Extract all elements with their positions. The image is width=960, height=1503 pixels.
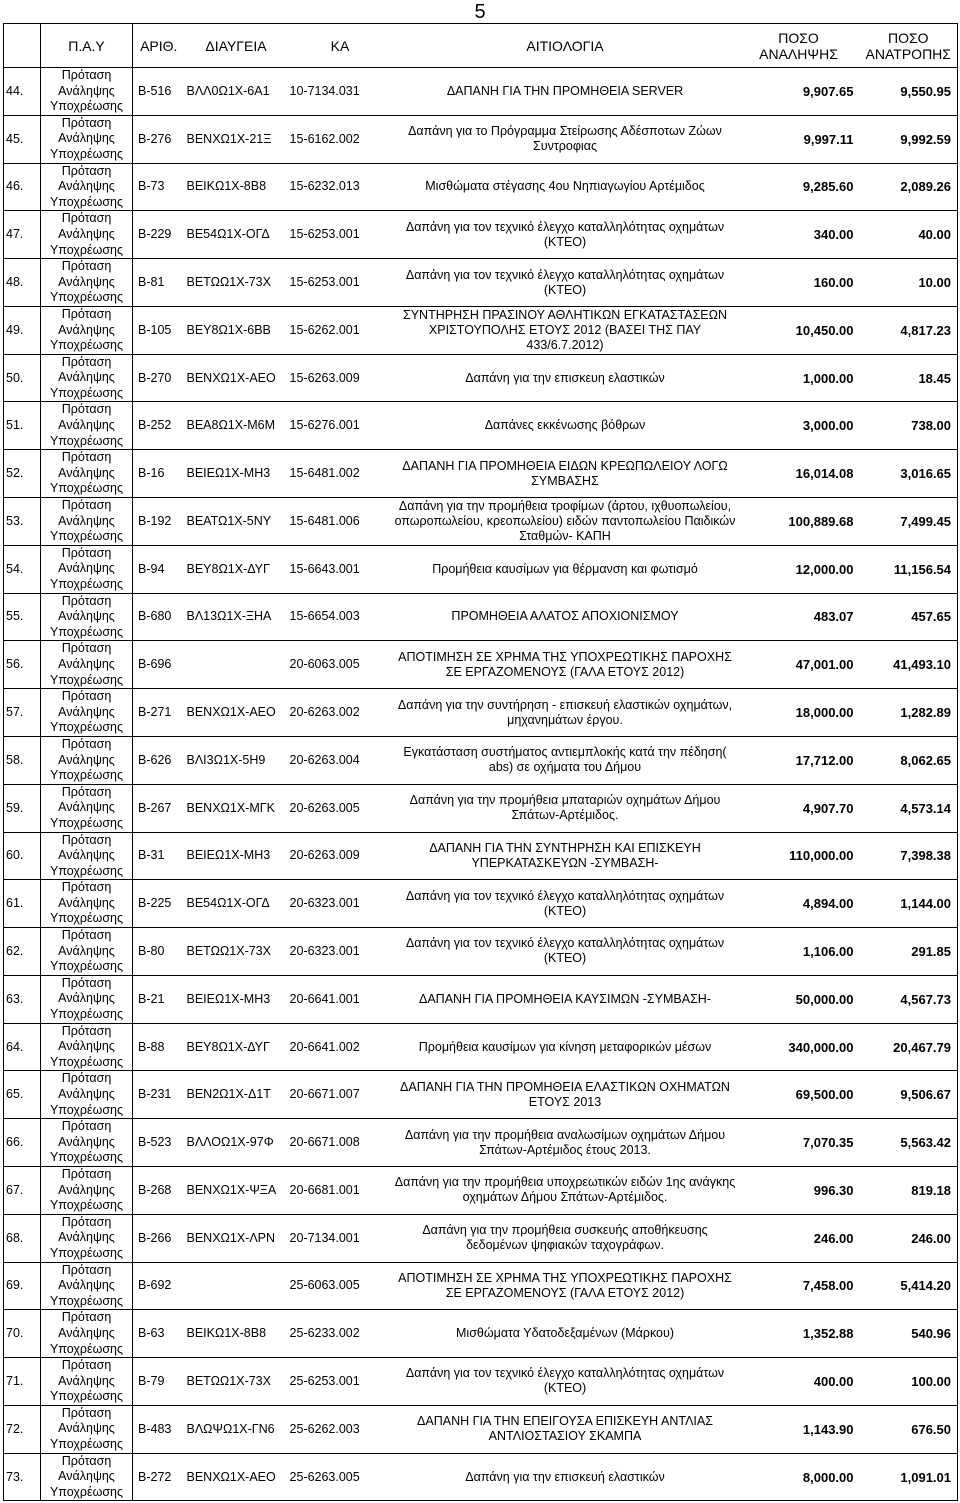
row-reversal-amount: 1,144.00 bbox=[860, 880, 958, 928]
row-number: 68. bbox=[4, 1214, 41, 1262]
row-code: Β-81 bbox=[133, 259, 185, 307]
row-diavgeia: ΒΕΝΧΩ1Χ-ΜΓΚ bbox=[185, 784, 288, 832]
row-ka: 10-7134.031 bbox=[288, 68, 393, 116]
row-reason: Δαπάνη για την επισκευη ελαστικών bbox=[393, 354, 738, 402]
row-commitment-amount: 246.00 bbox=[738, 1214, 860, 1262]
row-ka: 15-6262.001 bbox=[288, 306, 393, 354]
header-code: ΑΡΙΘ. bbox=[133, 24, 185, 68]
row-code: Β-21 bbox=[133, 975, 185, 1023]
row-diavgeia: ΒΕΑΤΩ1Χ-5ΝΥ bbox=[185, 498, 288, 546]
row-type: Πρόταση Ανάληψης Υποχρέωσης bbox=[41, 354, 133, 402]
row-commitment-amount: 12,000.00 bbox=[738, 545, 860, 593]
row-reversal-amount: 4,573.14 bbox=[860, 784, 958, 832]
page-number: 5 bbox=[474, 1, 486, 23]
row-diavgeia: ΒΕΝΧΩ1Χ-ΑΕΟ bbox=[185, 1453, 288, 1501]
row-reversal-amount: 40.00 bbox=[860, 211, 958, 259]
row-ka: 15-6276.001 bbox=[288, 402, 393, 450]
row-reversal-amount: 4,817.23 bbox=[860, 306, 958, 354]
row-code: Β-105 bbox=[133, 306, 185, 354]
row-number: 52. bbox=[4, 450, 41, 498]
row-code: Β-79 bbox=[133, 1358, 185, 1406]
row-diavgeia: ΒΕΥ8Ω1Χ-ΔΥΓ bbox=[185, 545, 288, 593]
row-reversal-amount: 457.65 bbox=[860, 593, 958, 641]
row-ka: 15-6232.013 bbox=[288, 163, 393, 211]
table-row bbox=[4, 975, 958, 1023]
row-commitment-amount: 110,000.00 bbox=[738, 832, 860, 880]
row-code: Β-626 bbox=[133, 736, 185, 784]
table-row bbox=[4, 115, 958, 163]
row-diavgeia: ΒΕΤΩΩ1Χ-73Χ bbox=[185, 259, 288, 307]
row-number: 57. bbox=[4, 689, 41, 737]
row-reason: Προμήθεια καυσίμων για κίνηση μεταφορικών μέσων bbox=[393, 1023, 738, 1071]
row-reversal-amount: 18.45 bbox=[860, 354, 958, 402]
row-code: Β-266 bbox=[133, 1214, 185, 1262]
row-reversal-amount: 3,016.65 bbox=[860, 450, 958, 498]
row-reversal-amount: 540.96 bbox=[860, 1310, 958, 1358]
row-diavgeia: ΒΕΝ2Ω1Χ-Δ1Τ bbox=[185, 1071, 288, 1119]
row-reason: Δαπάνη για την προμήθεια αναλωσίμων οχημάτων Δήμου Σπάτων-Αρτέμιδος έτους 2013. bbox=[393, 1119, 738, 1167]
table-row bbox=[4, 593, 958, 641]
row-type: Πρόταση Ανάληψης Υποχρέωσης bbox=[41, 163, 133, 211]
row-code: Β-252 bbox=[133, 402, 185, 450]
table-row bbox=[4, 259, 958, 307]
row-code: Β-692 bbox=[133, 1262, 185, 1310]
table-row bbox=[4, 68, 958, 116]
row-number: 59. bbox=[4, 784, 41, 832]
table-row bbox=[4, 211, 958, 259]
row-type: Πρόταση Ανάληψης Υποχρέωσης bbox=[41, 1453, 133, 1501]
row-type: Πρόταση Ανάληψης Υποχρέωσης bbox=[41, 450, 133, 498]
row-reason: Δαπάνη για τον τεχνικό έλεγχο καταλληλότητας οχημάτων (ΚΤΕΟ) bbox=[393, 1358, 738, 1406]
row-code: Β-276 bbox=[133, 115, 185, 163]
row-number: 62. bbox=[4, 928, 41, 976]
row-code: Β-696 bbox=[133, 641, 185, 689]
row-reversal-amount: 738.00 bbox=[860, 402, 958, 450]
row-code: Β-63 bbox=[133, 1310, 185, 1358]
header-ka: ΚΑ bbox=[288, 24, 393, 68]
table-row bbox=[4, 736, 958, 784]
row-number: 50. bbox=[4, 354, 41, 402]
row-commitment-amount: 483.07 bbox=[738, 593, 860, 641]
row-commitment-amount: 160.00 bbox=[738, 259, 860, 307]
row-diavgeia: ΒΕΙΚΩ1Χ-8Β8 bbox=[185, 1310, 288, 1358]
row-reversal-amount: 5,414.20 bbox=[860, 1262, 958, 1310]
row-ka: 25-6262.003 bbox=[288, 1405, 393, 1453]
row-number: 58. bbox=[4, 736, 41, 784]
row-diavgeia: ΒΕΙΕΩ1Χ-ΜΗ3 bbox=[185, 975, 288, 1023]
table-row bbox=[4, 641, 958, 689]
row-commitment-amount: 7,458.00 bbox=[738, 1262, 860, 1310]
row-diavgeia: ΒΕ54Ω1Χ-ΟΓΔ bbox=[185, 880, 288, 928]
row-ka: 20-6063.005 bbox=[288, 641, 393, 689]
row-diavgeia: ΒΛΙ3Ω1Χ-5Η9 bbox=[185, 736, 288, 784]
row-reason: Δαπάνη για το Πρόγραμμα Στείρωσης Αδέσποτων Ζώων Συντροφιας bbox=[393, 115, 738, 163]
table-header-row bbox=[4, 24, 958, 68]
row-diavgeia bbox=[185, 641, 288, 689]
row-ka: 15-6162.002 bbox=[288, 115, 393, 163]
row-number: 63. bbox=[4, 975, 41, 1023]
row-number: 73. bbox=[4, 1453, 41, 1501]
row-commitment-amount: 16,014.08 bbox=[738, 450, 860, 498]
row-diavgeia: ΒΕ54Ω1Χ-ΟΓΔ bbox=[185, 211, 288, 259]
header-number bbox=[4, 24, 41, 68]
row-number: 65. bbox=[4, 1071, 41, 1119]
row-reason: Δαπάνη για τον τεχνικό έλεγχο καταλληλότητας οχημάτων (ΚΤΕΟ) bbox=[393, 211, 738, 259]
row-ka: 20-6323.001 bbox=[288, 880, 393, 928]
row-commitment-amount: 9,997.11 bbox=[738, 115, 860, 163]
row-ka: 20-6681.001 bbox=[288, 1166, 393, 1214]
row-diavgeia: ΒΕΙΕΩ1Χ-ΜΗ3 bbox=[185, 832, 288, 880]
row-number: 51. bbox=[4, 402, 41, 450]
row-ka: 20-6641.001 bbox=[288, 975, 393, 1023]
table-row bbox=[4, 306, 958, 354]
row-diavgeia: ΒΕΤΩΩ1Χ-73Χ bbox=[185, 928, 288, 976]
row-reversal-amount: 291.85 bbox=[860, 928, 958, 976]
row-ka: 25-6233.002 bbox=[288, 1310, 393, 1358]
table-row bbox=[4, 1310, 958, 1358]
row-reason: ΑΠΟΤΙΜΗΣΗ ΣΕ ΧΡΗΜΑ ΤΗΣ ΥΠΟΧΡΕΩΤΙΚΗΣ ΠΑΡΟΧΗΣ ΣΕ ΕΡΓΑΖΟΜΕΝΟΥΣ (ΓΑΛΑ ΕΤΟΥΣ 2012) bbox=[393, 1262, 738, 1310]
table-row bbox=[4, 1119, 958, 1167]
table-row bbox=[4, 354, 958, 402]
row-type: Πρόταση Ανάληψης Υποχρέωσης bbox=[41, 1358, 133, 1406]
row-reason: Δαπάνη για τον τεχνικό έλεγχο καταλληλότητας οχημάτων (ΚΤΕΟ) bbox=[393, 259, 738, 307]
header-pay: Π.Α.Υ bbox=[41, 24, 133, 68]
row-type: Πρόταση Ανάληψης Υποχρέωσης bbox=[41, 832, 133, 880]
row-type: Πρόταση Ανάληψης Υποχρέωσης bbox=[41, 689, 133, 737]
row-commitment-amount: 10,450.00 bbox=[738, 306, 860, 354]
row-number: 61. bbox=[4, 880, 41, 928]
row-diavgeia: ΒΕΙΕΩ1Χ-ΜΗ3 bbox=[185, 450, 288, 498]
row-code: Β-523 bbox=[133, 1119, 185, 1167]
row-diavgeia: ΒΕΥ8Ω1Χ-6ΒΒ bbox=[185, 306, 288, 354]
row-number: 66. bbox=[4, 1119, 41, 1167]
row-code: Β-267 bbox=[133, 784, 185, 832]
row-commitment-amount: 50,000.00 bbox=[738, 975, 860, 1023]
row-code: Β-80 bbox=[133, 928, 185, 976]
row-ka: 25-6063.005 bbox=[288, 1262, 393, 1310]
row-ka: 20-6641.002 bbox=[288, 1023, 393, 1071]
table-row bbox=[4, 1023, 958, 1071]
row-ka: 15-6481.002 bbox=[288, 450, 393, 498]
row-commitment-amount: 18,000.00 bbox=[738, 689, 860, 737]
row-reversal-amount: 11,156.54 bbox=[860, 545, 958, 593]
row-ka: 15-6263.009 bbox=[288, 354, 393, 402]
commitments-table bbox=[3, 23, 958, 1501]
row-commitment-amount: 1,143.90 bbox=[738, 1405, 860, 1453]
row-reason: Εγκατάσταση συστήματος αντιεμπλοκής κατά την πέδηση( abs) σε οχήματα του Δήμου bbox=[393, 736, 738, 784]
row-ka: 25-6253.001 bbox=[288, 1358, 393, 1406]
row-number: 44. bbox=[4, 68, 41, 116]
table-row bbox=[4, 784, 958, 832]
row-number: 69. bbox=[4, 1262, 41, 1310]
row-reason: Δαπάνη για την επισκευή ελαστικών bbox=[393, 1453, 738, 1501]
table-row bbox=[4, 1262, 958, 1310]
row-type: Πρόταση Ανάληψης Υποχρέωσης bbox=[41, 402, 133, 450]
row-type: Πρόταση Ανάληψης Υποχρέωσης bbox=[41, 593, 133, 641]
row-type: Πρόταση Ανάληψης Υποχρέωσης bbox=[41, 1262, 133, 1310]
row-type: Πρόταση Ανάληψης Υποχρέωσης bbox=[41, 1405, 133, 1453]
row-number: 72. bbox=[4, 1405, 41, 1453]
row-ka: 15-6654.003 bbox=[288, 593, 393, 641]
table-row bbox=[4, 832, 958, 880]
row-number: 49. bbox=[4, 306, 41, 354]
row-type: Πρόταση Ανάληψης Υποχρέωσης bbox=[41, 975, 133, 1023]
row-number: 67. bbox=[4, 1166, 41, 1214]
row-commitment-amount: 9,285.60 bbox=[738, 163, 860, 211]
row-commitment-amount: 1,352.88 bbox=[738, 1310, 860, 1358]
row-number: 70. bbox=[4, 1310, 41, 1358]
row-ka: 20-6263.002 bbox=[288, 689, 393, 737]
row-diavgeia: ΒΕΤΩΩ1Χ-73Χ bbox=[185, 1358, 288, 1406]
row-reversal-amount: 9,506.67 bbox=[860, 1071, 958, 1119]
row-reason: Δαπάνη για την συντήρηση - επισκευή ελαστικών οχημάτων, μηχανημάτων έργου. bbox=[393, 689, 738, 737]
row-reason: Δαπάνη για την προμήθεια συσκευής αποθήκευσης δεδομένων ψηφιακών ταχογράφων. bbox=[393, 1214, 738, 1262]
row-commitment-amount: 9,907.65 bbox=[738, 68, 860, 116]
row-reason: ΔΑΠΑΝΗ ΓΙΑ ΠΡΟΜΗΘΕΙΑ ΚΑΥΣΙΜΩΝ -ΣΥΜΒΑΣΗ- bbox=[393, 975, 738, 1023]
row-number: 64. bbox=[4, 1023, 41, 1071]
row-reversal-amount: 41,493.10 bbox=[860, 641, 958, 689]
row-reversal-amount: 8,062.65 bbox=[860, 736, 958, 784]
row-diavgeia bbox=[185, 1262, 288, 1310]
row-ka: 15-6253.001 bbox=[288, 259, 393, 307]
row-ka: 20-6263.004 bbox=[288, 736, 393, 784]
row-reason: Μισθώματα Υδατοδεξαμένων (Μάρκου) bbox=[393, 1310, 738, 1358]
row-number: 46. bbox=[4, 163, 41, 211]
row-type: Πρόταση Ανάληψης Υποχρέωσης bbox=[41, 736, 133, 784]
row-diavgeia: ΒΛ13Ω1Χ-ΞΗΑ bbox=[185, 593, 288, 641]
row-reversal-amount: 2,089.26 bbox=[860, 163, 958, 211]
row-reversal-amount: 1,282.89 bbox=[860, 689, 958, 737]
row-reversal-amount: 676.50 bbox=[860, 1405, 958, 1453]
row-type: Πρόταση Ανάληψης Υποχρέωσης bbox=[41, 211, 133, 259]
row-type: Πρόταση Ανάληψης Υποχρέωσης bbox=[41, 68, 133, 116]
row-commitment-amount: 996.30 bbox=[738, 1166, 860, 1214]
row-type: Πρόταση Ανάληψης Υποχρέωσης bbox=[41, 784, 133, 832]
row-number: 60. bbox=[4, 832, 41, 880]
row-commitment-amount: 17,712.00 bbox=[738, 736, 860, 784]
row-commitment-amount: 7,070.35 bbox=[738, 1119, 860, 1167]
row-code: Β-16 bbox=[133, 450, 185, 498]
row-code: Β-516 bbox=[133, 68, 185, 116]
row-code: Β-94 bbox=[133, 545, 185, 593]
row-ka: 20-6671.008 bbox=[288, 1119, 393, 1167]
row-ka: 20-7134.001 bbox=[288, 1214, 393, 1262]
table-row bbox=[4, 1214, 958, 1262]
row-commitment-amount: 4,894.00 bbox=[738, 880, 860, 928]
row-reversal-amount: 246.00 bbox=[860, 1214, 958, 1262]
row-code: Β-225 bbox=[133, 880, 185, 928]
row-reversal-amount: 9,992.59 bbox=[860, 115, 958, 163]
row-reason: ΔΑΠΑΝΗ ΓΙΑ ΤΗΝ ΠΡΟΜΗΘΕΙΑ ΕΛΑΣΤΙΚΩΝ ΟΧΗΜΑΤΩΝ ΕΤΟΥΣ 2013 bbox=[393, 1071, 738, 1119]
row-commitment-amount: 340,000.00 bbox=[738, 1023, 860, 1071]
row-ka: 20-6263.009 bbox=[288, 832, 393, 880]
row-number: 71. bbox=[4, 1358, 41, 1406]
row-reason: Δαπάνη για τον τεχνικό έλεγχο καταλληλότητας οχημάτων (ΚΤΕΟ) bbox=[393, 880, 738, 928]
row-ka: 20-6323.001 bbox=[288, 928, 393, 976]
row-number: 45. bbox=[4, 115, 41, 163]
row-type: Πρόταση Ανάληψης Υποχρέωσης bbox=[41, 1310, 133, 1358]
row-code: Β-270 bbox=[133, 354, 185, 402]
row-code: Β-483 bbox=[133, 1405, 185, 1453]
table-row bbox=[4, 1358, 958, 1406]
row-reason: ΔΑΠΑΝΗ ΓΙΑ ΤΗΝ ΣΥΝΤΗΡΗΣΗ ΚΑΙ ΕΠΙΣΚΕΥΗ ΥΠΕΡΚΑΤΑΣΚΕΥΩΝ -ΣΥΜΒΑΣΗ- bbox=[393, 832, 738, 880]
row-type: Πρόταση Ανάληψης Υποχρέωσης bbox=[41, 545, 133, 593]
row-diavgeia: ΒΛΛ0Ω1Χ-6Α1 bbox=[185, 68, 288, 116]
table-row bbox=[4, 1405, 958, 1453]
header-diavgeia: ΔΙΑΥΓΕΙΑ bbox=[185, 24, 288, 68]
row-commitment-amount: 1,106.00 bbox=[738, 928, 860, 976]
row-ka: 15-6253.001 bbox=[288, 211, 393, 259]
table-row bbox=[4, 498, 958, 546]
row-code: Β-192 bbox=[133, 498, 185, 546]
row-reversal-amount: 100.00 bbox=[860, 1358, 958, 1406]
row-diavgeia: ΒΕΝΧΩ1Χ-ΑΕΟ bbox=[185, 354, 288, 402]
row-reason: Μισθώματα στέγασης 4ου Νηπιαγωγίου Αρτέμιδος bbox=[393, 163, 738, 211]
row-reason: Δαπάνη για την προμήθεια μπαταριών οχημάτων Δήμου Σπάτων-Αρτέμιδος. bbox=[393, 784, 738, 832]
row-type: Πρόταση Ανάληψης Υποχρέωσης bbox=[41, 1071, 133, 1119]
row-reversal-amount: 9,550.95 bbox=[860, 68, 958, 116]
row-type: Πρόταση Ανάληψης Υποχρέωσης bbox=[41, 1119, 133, 1167]
row-reversal-amount: 7,398.38 bbox=[860, 832, 958, 880]
row-code: Β-271 bbox=[133, 689, 185, 737]
row-type: Πρόταση Ανάληψης Υποχρέωσης bbox=[41, 259, 133, 307]
row-code: Β-88 bbox=[133, 1023, 185, 1071]
row-type: Πρόταση Ανάληψης Υποχρέωσης bbox=[41, 115, 133, 163]
row-diavgeia: ΒΛΩΨΩ1Χ-ΓΝ6 bbox=[185, 1405, 288, 1453]
row-reversal-amount: 819.18 bbox=[860, 1166, 958, 1214]
table-row bbox=[4, 545, 958, 593]
row-number: 47. bbox=[4, 211, 41, 259]
row-diavgeia: ΒΛΛΟΩ1Χ-97Φ bbox=[185, 1119, 288, 1167]
table-row bbox=[4, 1166, 958, 1214]
row-number: 55. bbox=[4, 593, 41, 641]
header-reversal-amount: ΠΟΣΟ ΑΝΑΤΡΟΠΗΣ bbox=[860, 24, 958, 68]
row-code: Β-231 bbox=[133, 1071, 185, 1119]
row-ka: 15-6481.006 bbox=[288, 498, 393, 546]
row-code: Β-680 bbox=[133, 593, 185, 641]
row-type: Πρόταση Ανάληψης Υποχρέωσης bbox=[41, 928, 133, 976]
table-row bbox=[4, 880, 958, 928]
row-commitment-amount: 69,500.00 bbox=[738, 1071, 860, 1119]
table-row bbox=[4, 402, 958, 450]
row-diavgeia: ΒΕΑ8Ω1Χ-Μ6Μ bbox=[185, 402, 288, 450]
row-code: Β-229 bbox=[133, 211, 185, 259]
row-reversal-amount: 20,467.79 bbox=[860, 1023, 958, 1071]
row-reason: Δαπάνη για την προμήθεια υποχρεωτικών ειδών 1ης ανάγκης οχημάτων Δήμου Σπάτων-Αρτέμιδος. bbox=[393, 1166, 738, 1214]
row-number: 54. bbox=[4, 545, 41, 593]
row-commitment-amount: 4,907.70 bbox=[738, 784, 860, 832]
row-diavgeia: ΒΕΝΧΩ1Χ-21Ξ bbox=[185, 115, 288, 163]
row-reason: ΔΑΠΑΝΗ ΓΙΑ ΤΗΝ ΠΡΟΜΗΘΕΙΑ SERVER bbox=[393, 68, 738, 116]
row-commitment-amount: 340.00 bbox=[738, 211, 860, 259]
row-number: 48. bbox=[4, 259, 41, 307]
row-code: Β-73 bbox=[133, 163, 185, 211]
row-reason: ΑΠΟΤΙΜΗΣΗ ΣΕ ΧΡΗΜΑ ΤΗΣ ΥΠΟΧΡΕΩΤΙΚΗΣ ΠΑΡΟΧΗΣ ΣΕ ΕΡΓΑΖΟΜΕΝΟΥΣ (ΓΑΛΑ ΕΤΟΥΣ 2012) bbox=[393, 641, 738, 689]
row-type: Πρόταση Ανάληψης Υποχρέωσης bbox=[41, 1023, 133, 1071]
row-reversal-amount: 5,563.42 bbox=[860, 1119, 958, 1167]
table-row bbox=[4, 1071, 958, 1119]
row-type: Πρόταση Ανάληψης Υποχρέωσης bbox=[41, 1214, 133, 1262]
row-reason: Δαπάνες εκκένωσης βόθρων bbox=[393, 402, 738, 450]
row-type: Πρόταση Ανάληψης Υποχρέωσης bbox=[41, 1166, 133, 1214]
row-reason: ΔΑΠΑΝΗ ΓΙΑ ΤΗΝ ΕΠΕΙΓΟΥΣΑ ΕΠΙΣΚΕΥΗ ΑΝΤΛΙΑΣ ΑΝΤΛΙΟΣΤΑΣΙΟΥ ΣΚΑΜΠΑ bbox=[393, 1405, 738, 1453]
row-code: Β-272 bbox=[133, 1453, 185, 1501]
table-row bbox=[4, 450, 958, 498]
row-ka: 15-6643.001 bbox=[288, 545, 393, 593]
row-reason: Δαπάνη για την προμήθεια τροφίμων (άρτου, ιχθυοπωλείου, οπωροπωλείου, κρεοπωλείου) ειδών παντοπωλείου Παιδικών Σταθμών- ΚΑΠΗ bbox=[393, 498, 738, 546]
row-diavgeia: ΒΕΝΧΩ1Χ-ΨΞΑ bbox=[185, 1166, 288, 1214]
table-row bbox=[4, 689, 958, 737]
row-commitment-amount: 3,000.00 bbox=[738, 402, 860, 450]
row-reason: Δαπάνη για τον τεχνικό έλεγχο καταλληλότητας οχημάτων (ΚΤΕΟ) bbox=[393, 928, 738, 976]
row-reversal-amount: 10.00 bbox=[860, 259, 958, 307]
row-commitment-amount: 100,889.68 bbox=[738, 498, 860, 546]
row-number: 53. bbox=[4, 498, 41, 546]
row-commitment-amount: 400.00 bbox=[738, 1358, 860, 1406]
row-code: Β-31 bbox=[133, 832, 185, 880]
row-type: Πρόταση Ανάληψης Υποχρέωσης bbox=[41, 498, 133, 546]
table-row bbox=[4, 928, 958, 976]
table-row bbox=[4, 1453, 958, 1501]
row-reason: ΔΑΠΑΝΗ ΓΙΑ ΠΡΟΜΗΘΕΙΑ ΕΙΔΩΝ ΚΡΕΩΠΩΛΕΙΟΥ ΛΟΓΩ ΣΥΜΒΑΣΗΣ bbox=[393, 450, 738, 498]
table-body bbox=[4, 68, 958, 1501]
row-reason: ΣΥΝΤΗΡΗΣΗ ΠΡΑΣΙΝΟΥ ΑΘΛΗΤΙΚΩΝ ΕΓΚΑΤΑΣΤΑΣΕΩΝ ΧΡΙΣΤΟΥΠΟΛΗΣ ΕΤΟΥΣ 2012 (ΒΑΣΕΙ ΤΗΣ ΠΑΥ 433/6.7.2012) bbox=[393, 306, 738, 354]
row-diavgeia: ΒΕΝΧΩ1Χ-ΛΡΝ bbox=[185, 1214, 288, 1262]
row-code: Β-268 bbox=[133, 1166, 185, 1214]
row-type: Πρόταση Ανάληψης Υποχρέωσης bbox=[41, 641, 133, 689]
row-reason: Προμήθεια καυσίμων για θέρμανση και φωτισμό bbox=[393, 545, 738, 593]
row-reason: ΠΡΟΜΗΘΕΙΑ ΑΛΑΤΟΣ ΑΠΟΧΙΟΝΙΣΜΟΥ bbox=[393, 593, 738, 641]
row-reversal-amount: 4,567.73 bbox=[860, 975, 958, 1023]
row-commitment-amount: 47,001.00 bbox=[738, 641, 860, 689]
row-number: 56. bbox=[4, 641, 41, 689]
table-row bbox=[4, 163, 958, 211]
row-reversal-amount: 7,499.45 bbox=[860, 498, 958, 546]
row-ka: 20-6671.007 bbox=[288, 1071, 393, 1119]
row-diavgeia: ΒΕΥ8Ω1Χ-ΔΥΓ bbox=[185, 1023, 288, 1071]
row-diavgeia: ΒΕΝΧΩ1Χ-ΑΕΟ bbox=[185, 689, 288, 737]
row-ka: 20-6263.005 bbox=[288, 784, 393, 832]
row-type: Πρόταση Ανάληψης Υποχρέωσης bbox=[41, 880, 133, 928]
header-commitment-amount: ΠΟΣΟ ΑΝΑΛΗΨΗΣ bbox=[738, 24, 860, 68]
row-reversal-amount: 1,091.01 bbox=[860, 1453, 958, 1501]
row-commitment-amount: 1,000.00 bbox=[738, 354, 860, 402]
row-commitment-amount: 8,000.00 bbox=[738, 1453, 860, 1501]
row-diavgeia: ΒΕΙΚΩ1Χ-8Β8 bbox=[185, 163, 288, 211]
header-reason: ΑΙΤΙΟΛΟΓΙΑ bbox=[393, 24, 738, 68]
row-ka: 25-6263.005 bbox=[288, 1453, 393, 1501]
row-type: Πρόταση Ανάληψης Υποχρέωσης bbox=[41, 306, 133, 354]
